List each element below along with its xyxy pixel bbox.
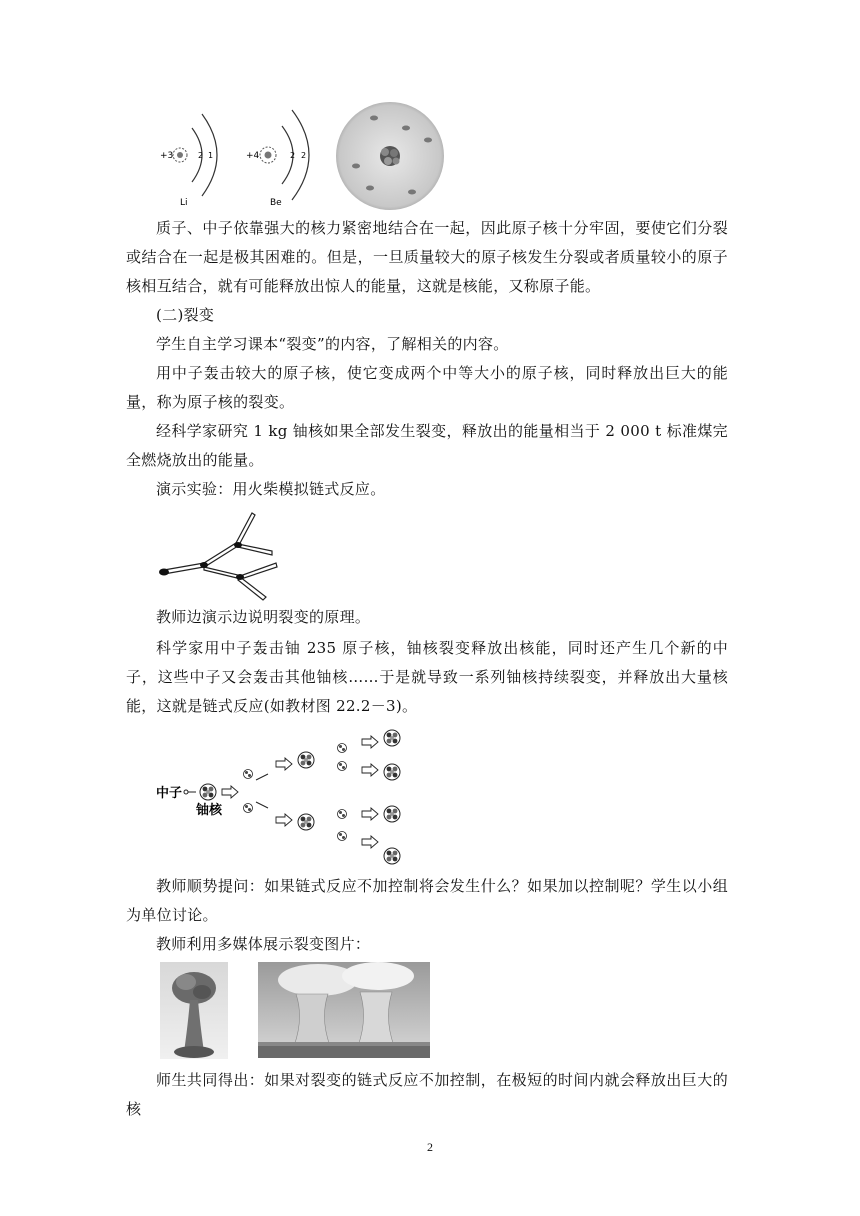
paragraph-conclusion: 师生共同得出：如果对裂变的链式反应不加控制，在极短的时间内就会释放出巨大的核 [126, 1071, 728, 1118]
paragraph-match-demo: 演示实验：用火柴模拟链式反应。 [156, 480, 386, 498]
mushroom-cloud-photo [160, 962, 228, 1059]
match-chain-figure [156, 505, 290, 603]
paragraph-chain-reaction: 科学家用中子轰击铀 235 原子核，铀核裂变释放出核能，同时还产生几个新的中子，这些中子又会轰击其他铀核……于是就导致一系列铀核持续裂变，并释放出大量核能，这就是链式反应(如教材图 22.2－3)。 [126, 639, 728, 715]
be-label: Be [270, 198, 282, 208]
be-shell1: 2 [290, 151, 296, 160]
page-number: 2 [427, 1140, 433, 1154]
li-shell2: 1 [208, 151, 214, 160]
li-charge: +3 [160, 151, 174, 161]
atom-figures [160, 100, 480, 210]
paragraph-demo-explanation: 教师边演示边说明裂变的原理。 [156, 608, 371, 626]
paragraph-nuclear-energy: 质子、中子依靠强大的核力紧密地结合在一起，因此原子核十分牢固，要使它们分裂或结合在一起是极其困难的。但是，一旦质量较大的原子核发生分裂或者质量较小的原子核相互结合，就有可能释放出惊人的能量，这就是核能，又称原子能。 [126, 219, 728, 295]
li-label: Li [180, 198, 188, 208]
be-atom-diagram [246, 110, 309, 208]
be-shell2: 2 [301, 151, 307, 160]
chain-reaction-figure [156, 722, 416, 872]
paragraph-fission-definition: 用中子轰击较大的原子核，使它变成两个中等大小的原子核，同时释放出巨大的能量，称为原子核的裂变。 [126, 364, 728, 411]
paragraph-self-study: 学生自主学习课本“裂变”的内容，了解相关的内容。 [156, 335, 509, 353]
paragraph-teacher-question: 教师顺势提问：如果链式反应不加控制将会发生什么？如果加以控制呢？学生以小组为单位讨论。 [126, 877, 728, 924]
cooling-towers-photo [258, 962, 430, 1058]
li-atom-diagram [160, 114, 217, 208]
li-shell1: 2 [198, 151, 204, 160]
paragraph-uranium-energy: 经科学家研究 1 kg 铀核如果全部发生裂变，释放出的能量相当于 2 000 t 标准煤完全燃烧放出的能量。 [126, 422, 728, 469]
atom-sphere-model [336, 102, 444, 210]
paragraph-multimedia: 教师利用多媒体展示裂变图片： [156, 935, 371, 953]
uranium-label: 铀核 [196, 803, 223, 818]
neutron-label: 中子 [156, 786, 183, 801]
be-charge: +4 [246, 151, 260, 161]
section-heading-fission: (二)裂变 [156, 306, 215, 324]
